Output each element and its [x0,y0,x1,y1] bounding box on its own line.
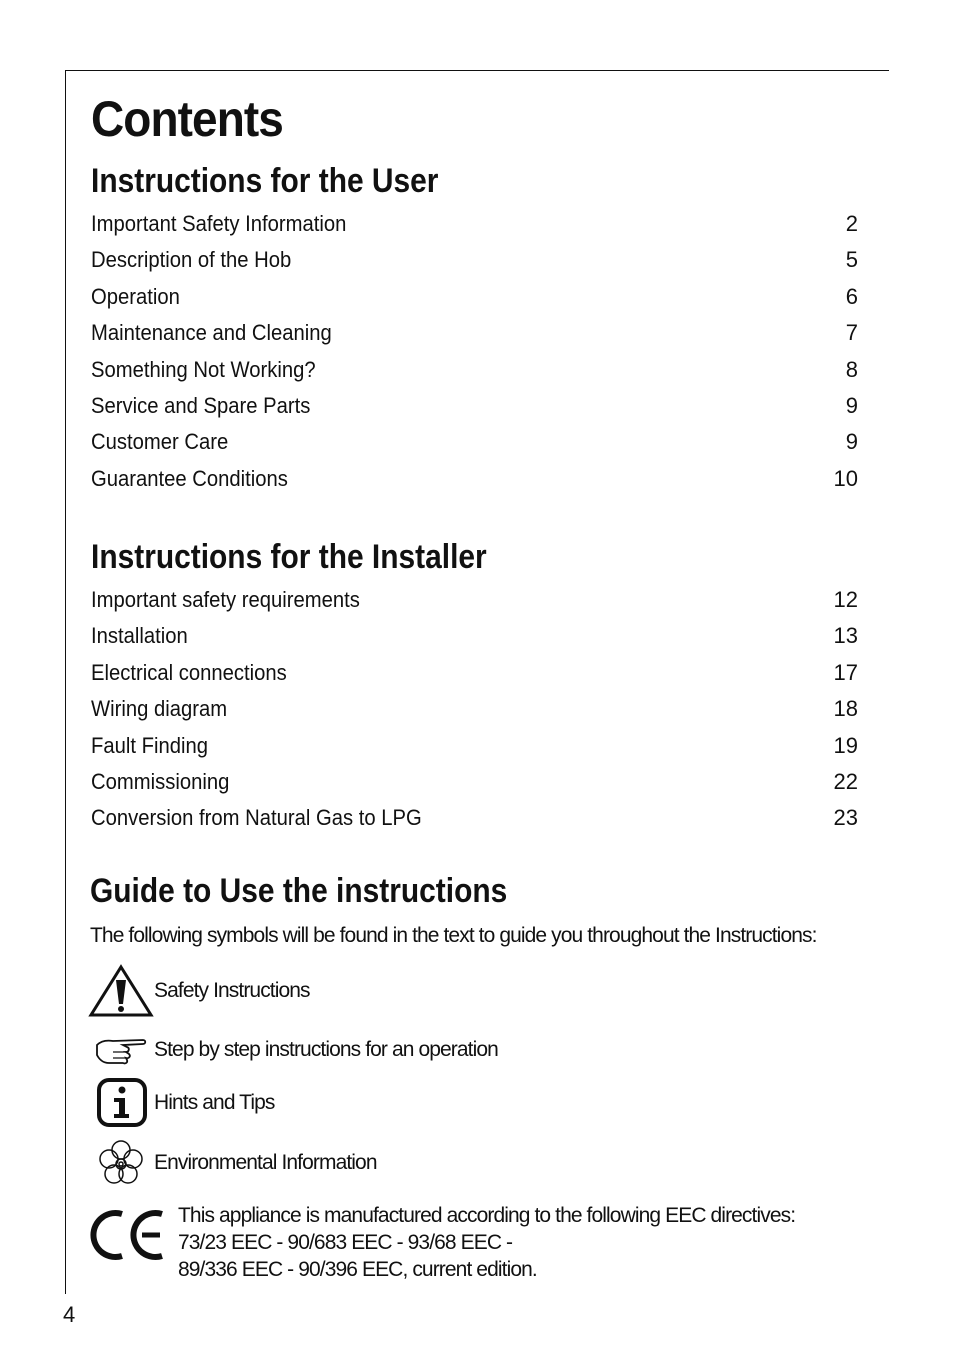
toc-row [91,352,858,388]
symbol-label-step: Step by step instructions for an operation [154,1038,498,1061]
toc-entry-label: Operation [91,283,180,309]
toc-row [91,279,858,315]
symbol-label-safety: Safety Instructions [154,979,310,1002]
symbol-row-safety [88,964,310,1018]
toc-entry-label: Customer Care [91,429,229,455]
toc-row [91,691,858,727]
toc-row [91,728,858,764]
toc-row [91,388,858,424]
ce-line-3: 89/336 EEC - 90/396 EEC, current edition. [178,1258,537,1281]
frame-left-rule [65,70,66,1294]
pointing-hand-icon [88,1023,154,1077]
toc-entry-label: Description of the Hob [91,247,292,273]
symbol-label-environment: Environmental Information [154,1151,377,1174]
toc-entry-page: 7 [845,320,858,346]
symbol-row-step [88,1023,498,1077]
guide-section [90,868,857,948]
symbol-row-environment [88,1136,377,1190]
user-toc-list [91,206,858,497]
page-title: Contents [91,91,283,147]
toc-entry-page: 18 [833,696,858,722]
user-section [91,158,858,497]
toc-entry-page: 17 [833,659,858,685]
installer-section-heading: Instructions for the Installer [91,538,487,576]
ce-mark-icon [90,1208,166,1267]
toc-entry-page: 22 [833,768,858,794]
toc-row [91,764,858,800]
toc-row [91,242,858,278]
toc-entry-page: 12 [833,587,858,612]
user-section-heading: Instructions for the User [91,162,439,200]
toc-entry-page: 6 [845,283,858,309]
toc-entry-label: Fault Finding [91,732,209,758]
toc-row [91,206,858,242]
guide-intro-text: The following symbols will be found in the text to guide you throughout the Instructions: [90,924,817,947]
page-number: 4 [63,1302,76,1327]
toc-row [91,315,858,351]
ce-directives-text [178,1202,795,1283]
toc-entry-label: Installation [91,623,188,649]
toc-entry-page: 2 [845,211,858,236]
toc-entry-page: 19 [833,732,858,758]
symbol-row-hints [88,1076,274,1130]
toc-entry-page: 9 [845,429,858,455]
guide-section-heading: Guide to Use the instructions [90,872,508,910]
frame-top-rule [65,70,889,71]
toc-entry-label: Guarantee Conditions [91,465,288,491]
toc-row [91,582,858,618]
ce-line-2: 73/23 EEC - 90/683 EEC - 93/68 EEC - [178,1231,513,1254]
toc-entry-label: Maintenance and Cleaning [91,320,332,346]
toc-entry-label: Commissioning [91,768,230,794]
toc-row [91,655,858,691]
toc-entry-page: 23 [833,805,858,831]
toc-entry-label: Wiring diagram [91,696,228,722]
toc-row [91,424,858,460]
toc-entry-page: 13 [833,623,858,649]
toc-entry-label: Important safety requirements [91,587,360,612]
toc-row [91,618,858,654]
toc-entry-page: 9 [845,392,858,418]
toc-row [91,461,858,497]
installer-section [91,534,858,837]
ce-line-1: This appliance is manufactured according to the following EEC directives: [178,1204,796,1227]
toc-entry-label: Conversion from Natural Gas to LPG [91,805,422,831]
installer-toc-list [91,582,858,837]
contents-page [90,86,858,947]
toc-entry-label: Electrical connections [91,659,287,685]
symbol-label-hints: Hints and Tips [154,1091,275,1114]
toc-entry-label: Something Not Working? [91,356,316,382]
info-icon [88,1076,154,1130]
toc-entry-page: 5 [845,247,858,273]
toc-entry-page: 10 [833,465,858,491]
toc-entry-page: 8 [845,356,858,382]
toc-row [91,800,858,836]
warning-triangle-icon [88,964,154,1018]
toc-entry-label: Important Safety Information [91,211,347,236]
toc-entry-label: Service and Spare Parts [91,392,311,418]
flower-icon [88,1136,154,1190]
